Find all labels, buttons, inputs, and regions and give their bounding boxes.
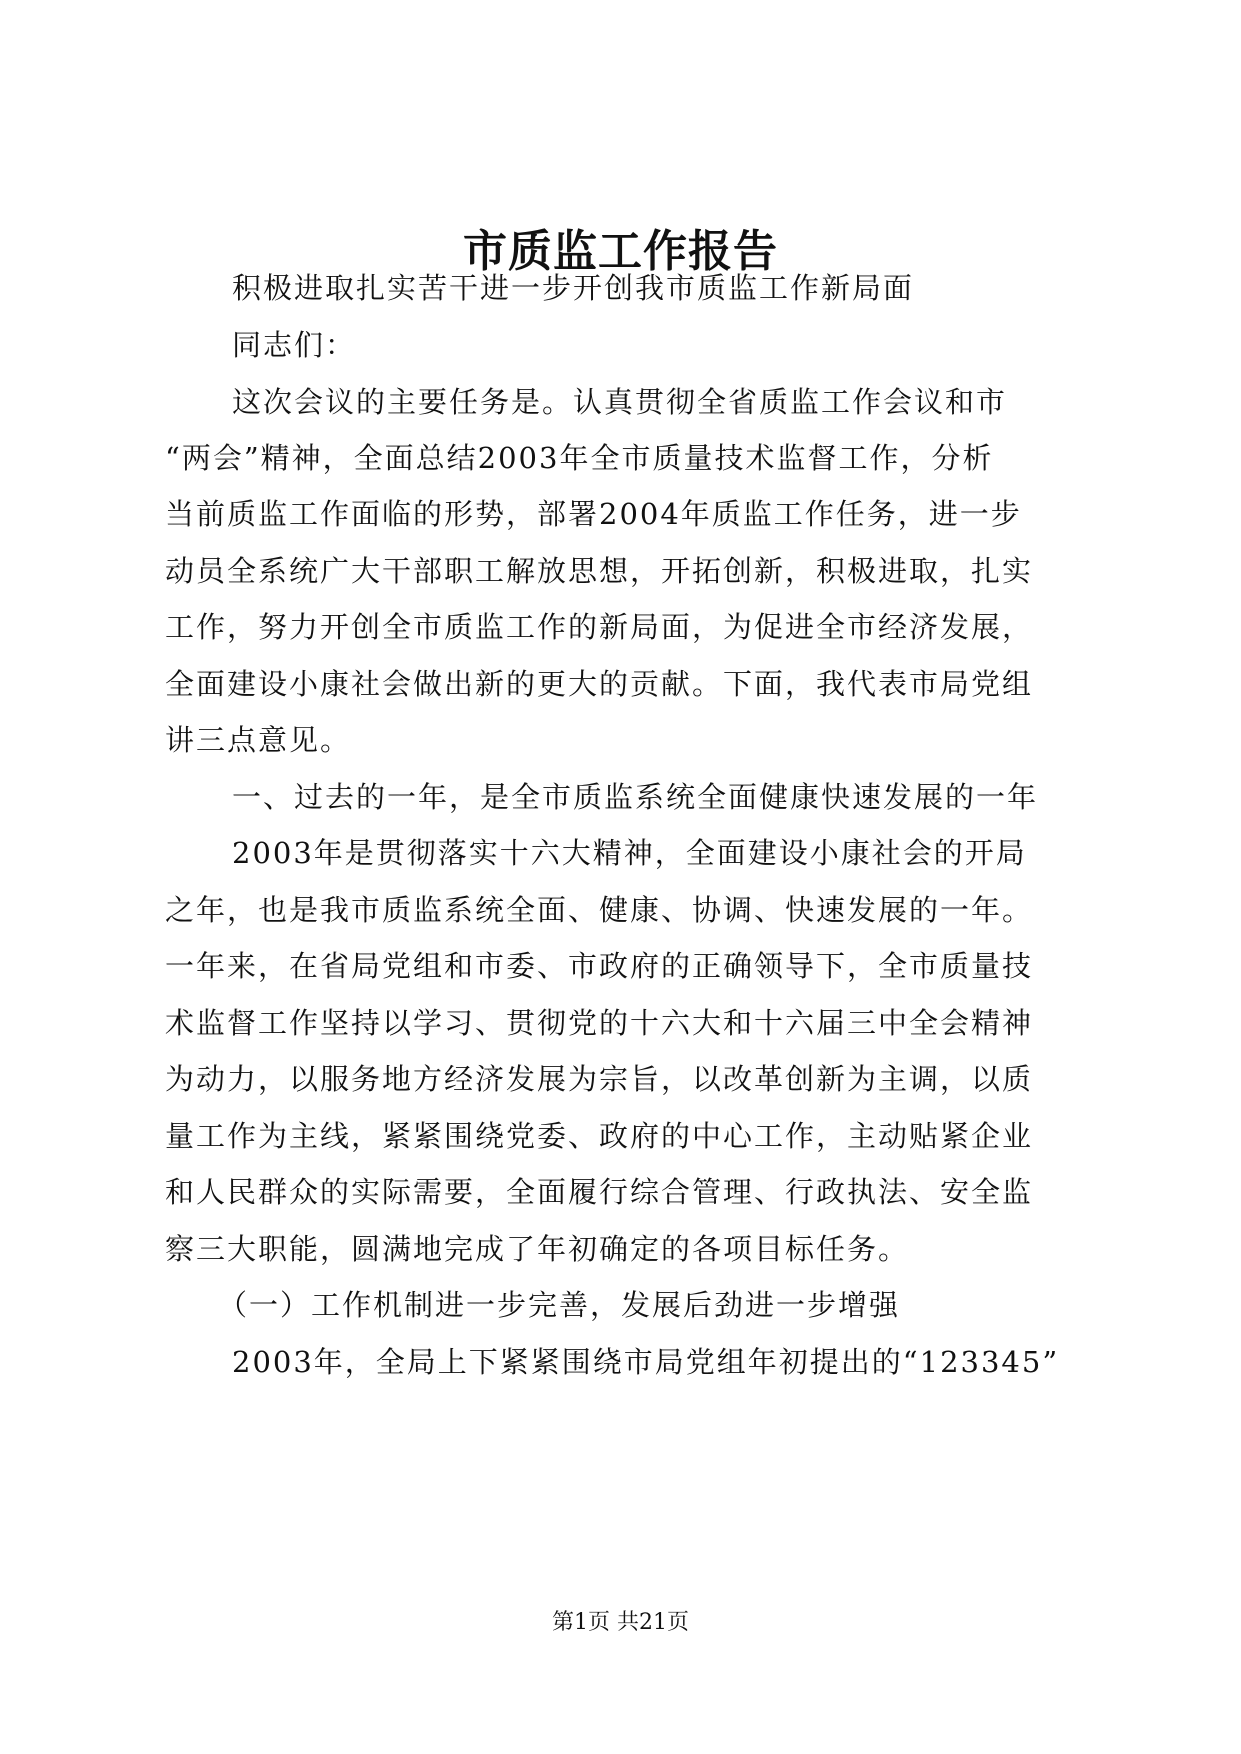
paragraph-line: 2003年，全局上下紧紧围绕市局党组年初提出的“123345” <box>232 1345 1060 1379</box>
section-heading: 一、过去的一年，是全市质监系统全面健康快速发展的一年 <box>232 780 1039 814</box>
paragraph-line: 一年来，在省局党组和市委、市政府的正确领导下，全市质量技 <box>165 949 1034 983</box>
paragraph-line: 之年，也是我市质监系统全面、健康、协调、快速发展的一年。 <box>165 893 1034 927</box>
paragraph-line: “两会”精神，全面总结2003年全市质量技术监督工作，分析 <box>165 441 994 475</box>
subsection-heading: （一）工作机制进一步完善，发展后劲进一步增强 <box>218 1288 901 1322</box>
paragraph-line: 2003年是贯彻落实十六大精神，全面建设小康社会的开局 <box>232 836 1027 870</box>
document-title: 市质监工作报告 <box>463 226 778 277</box>
paragraph-line: 动员全系统广大干部职工解放思想，开拓创新，积极进取，扎实 <box>165 554 1034 588</box>
paragraph-line: 讲三点意见。 <box>165 723 352 757</box>
paragraph-line: 全面建设小康社会做出新的更大的贡献。下面，我代表市局党组 <box>165 667 1034 701</box>
paragraph-line: 和人民群众的实际需要，全面履行综合管理、行政执法、安全监 <box>165 1175 1034 1209</box>
paragraph-line: 当前质监工作面临的形势，部署2004年质监工作任务，进一步 <box>165 497 1022 531</box>
paragraph-line: 察三大职能，圆满地完成了年初确定的各项目标任务。 <box>165 1232 910 1266</box>
paragraph-line: 术监督工作坚持以学习、贯彻党的十六大和十六届三中全会精神 <box>165 1006 1034 1040</box>
page-footer: 第1页 共21页 <box>552 1610 689 1635</box>
subtitle-line: 积极进取扎实苦干进一步开创我市质监工作新局面 <box>232 271 915 305</box>
salutation-line: 同志们： <box>232 328 357 362</box>
paragraph-line: 工作，努力开创全市质监工作的新局面，为促进全市经济发展， <box>165 610 1034 644</box>
paragraph-line: 这次会议的主要任务是。认真贯彻全省质监工作会议和市 <box>232 385 1008 419</box>
paragraph-line: 为动力，以服务地方经济发展为宗旨，以改革创新为主调，以质 <box>165 1062 1034 1096</box>
paragraph-line: 量工作为主线，紧紧围绕党委、政府的中心工作，主动贴紧企业 <box>165 1119 1034 1153</box>
